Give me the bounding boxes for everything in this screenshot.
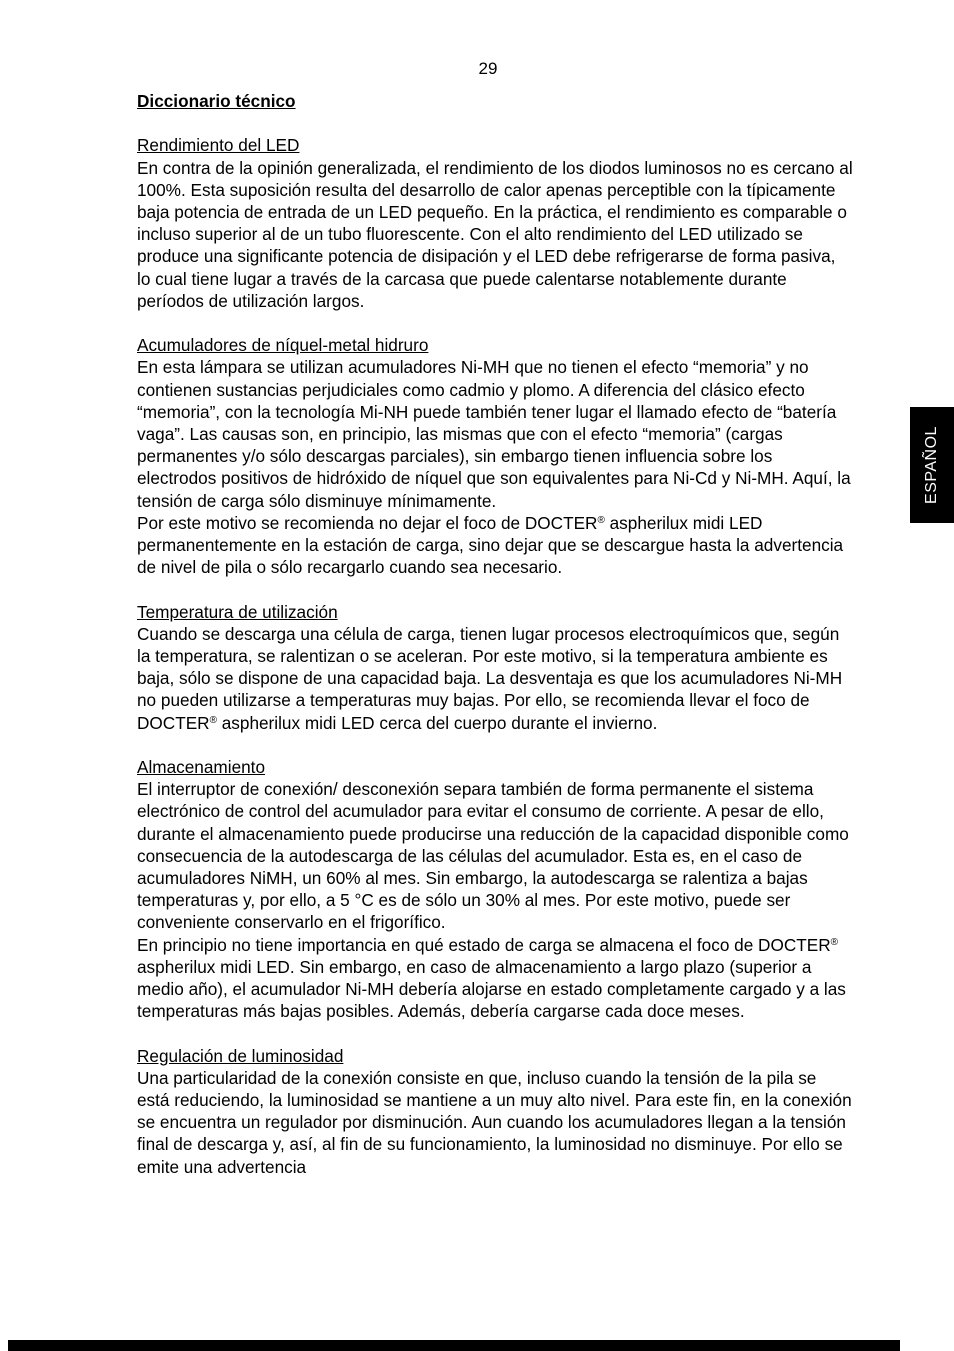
section-heading: Temperatura de utilización bbox=[137, 601, 338, 622]
section-brightness-regulation bbox=[137, 1045, 853, 1178]
section-heading: Acumuladores de níquel-metal hidruro bbox=[137, 335, 429, 356]
section-paragraph bbox=[137, 623, 853, 734]
page-number: 29 bbox=[478, 59, 498, 78]
text-run: aspherilux midi LED cerca del cuerpo durante el invierno. bbox=[216, 712, 658, 733]
section-heading: Almacenamiento bbox=[137, 757, 266, 778]
registered-mark: ® bbox=[209, 714, 217, 726]
section-paragraph bbox=[137, 512, 853, 579]
section-operating-temperature bbox=[137, 601, 853, 734]
registered-mark: ® bbox=[597, 514, 605, 526]
section-paragraph: En contra de la opinión generalizada, el rendimiento de los diodos luminosos no es cercano al 100%. Esta suposición resulta del desarrollo de calor apenas perceptible con la típicamente baja potencia de entrada de un LED pequeño. En la práctica, el rendimiento es comparable o incluso superior al de un tubo fluorescente. Con el alto rendimiento del LED utilizado se produce una significante potencia de disipación y el LED debe refrigerarse de forma pasiva, lo cual tiene lugar a través de la carcasa que puede calentarse notablemente durante períodos de utilización largos. bbox=[137, 157, 853, 311]
section-paragraph bbox=[137, 934, 853, 1023]
registered-mark: ® bbox=[830, 936, 839, 948]
section-paragraph: En esta lámpara se utilizan acumuladores Ni-MH que no tienen el efecto “memoria” y no contienen sustancias perjudiciales como cadmio y plomo. A diferencia del clásico efecto “memoria”, con la tecnología Mi-NH puede también tener lugar el llamado efecto de “batería vaga”. Las causas son, en principio, las mismas que con el efecto “memoria” (cargas permanentes y/o sólo descargas parciales), sin embargo tienen influencia sobre los electrodos positivos de hidróxido de níquel que son equivalentes para Ni-Cd y Ni-MH. Aquí, la tensión de carga sólo disminuye mínimamente. bbox=[137, 357, 851, 511]
section-led-efficiency bbox=[137, 134, 853, 312]
document-body bbox=[137, 90, 853, 1200]
text-run: Por este motivo se recomienda no dejar el foco de DOCTER bbox=[137, 512, 598, 533]
text-run: En principio no tiene importancia en qué estado de carga se almacena el foco de DOCTER bbox=[137, 934, 831, 955]
footer-bar bbox=[8, 1340, 900, 1351]
section-paragraph: Una particularidad de la conexión consiste en que, incluso cuando la tensión de la pila se está reduciendo, la luminosidad se mantiene a un muy alto nivel. Para este fin, en la conexión se encuentra un regulador por disminución. Aun cuando los acumuladores llegan a la tensión final de descarga y, así, al fin de su funcionamiento, la luminosidad no disminuye. Por ello se emite una advertencia bbox=[137, 1067, 852, 1177]
text-run: Cuando se descarga una célula de carga, tienen lugar procesos electroquímicos que, según la temperatura, se ralentizan o se aceleran. Por este motivo, si la temperatura ambiente es baja, sólo se dispone de una capacidad baja. La desventaja es que los acumuladores Ni-MH no pueden utilizarse a temperaturas muy bajas. Por ello, se recomienda llevar el foco de DOCTER bbox=[137, 623, 843, 733]
language-tab bbox=[910, 407, 954, 523]
section-storage bbox=[137, 756, 853, 1022]
text-run: aspherilux midi LED permanentemente en la estación de carga, sino dejar que se descargue hasta la advertencia de nivel de pila o sólo recargarlo cuando sea necesario. bbox=[137, 512, 844, 578]
text-run: aspherilux midi LED. Sin embargo, en caso de almacenamiento a largo plazo (superior a medio año), el acumulador Ni-MH debería alojarse en estado completamente cargado y a las temperaturas más bajas posibles. Además, debería cargarse cada doce meses. bbox=[137, 956, 846, 1022]
section-heading: Regulación de luminosidad bbox=[137, 1045, 344, 1066]
language-tab-label: ESPAÑOL bbox=[923, 426, 940, 504]
section-paragraph: El interruptor de conexión/ desconexión separa también de forma permanente el sistema electrónico de control del acumulador para evitar el consumo de corriente. A pesar de ello, durante el almacenamiento puede producirse una reducción de la capacidad disponible como consecuencia de la autodescarga de las células del acumulador. Esta es, en el caso de acumuladores NiMH, un 60% al mes. Sin embargo, la autodescarga se ralentiza a bajas temperaturas y, por ello, a 5 °C es de sólo un 30% al mes. Por este motivo, puede ser conveniente conservarlo en el frigorífico. bbox=[137, 779, 849, 933]
document-title: Diccionario técnico bbox=[137, 91, 296, 111]
section-heading: Rendimiento del LED bbox=[137, 135, 300, 156]
section-nimh-batteries bbox=[137, 334, 853, 578]
